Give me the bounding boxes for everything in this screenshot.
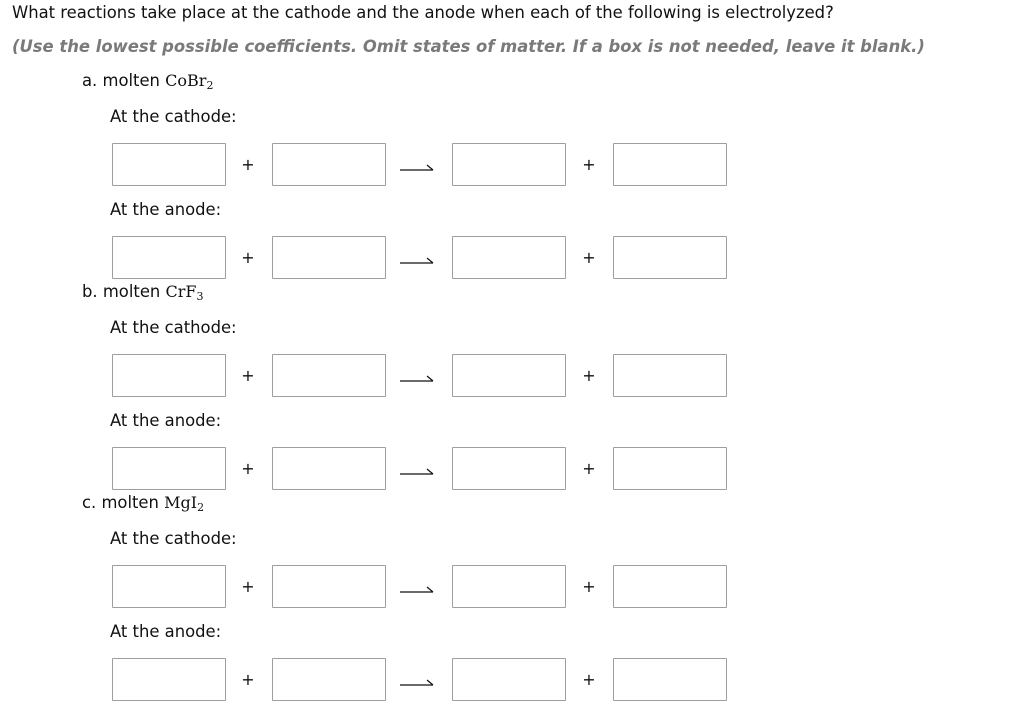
cathode-equation-box-4[interactable] <box>613 565 727 608</box>
cathode-equation-box-2[interactable] <box>272 354 386 397</box>
right-arrow-icon <box>399 463 435 477</box>
plus-sign: + <box>241 670 255 689</box>
cathode-equation-box-1[interactable] <box>112 565 226 608</box>
part-letter: a. <box>82 71 98 90</box>
plus-sign: + <box>241 459 255 478</box>
cathode-label: At the cathode: <box>110 318 237 337</box>
right-arrow-icon <box>399 252 435 266</box>
formula-subscript: 2 <box>206 79 214 92</box>
part-c-label <box>82 493 204 512</box>
part-prefix: molten <box>102 71 160 90</box>
cathode-equation-box-4[interactable] <box>613 143 727 186</box>
part-b-label <box>82 282 204 301</box>
plus-sign: + <box>582 155 596 174</box>
cathode-label: At the cathode: <box>110 107 237 126</box>
plus-sign: + <box>241 248 255 267</box>
formula-subscript: 3 <box>196 290 204 303</box>
cathode-equation-box-3[interactable] <box>452 565 566 608</box>
anode-label: At the anode: <box>110 200 222 219</box>
right-arrow-icon <box>399 370 435 384</box>
anode-equation-box-2[interactable] <box>272 236 386 279</box>
right-arrow-icon <box>399 674 435 688</box>
right-arrow-icon <box>399 581 435 595</box>
plus-sign: + <box>582 459 596 478</box>
cathode-equation-box-3[interactable] <box>452 143 566 186</box>
cathode-equation-box-2[interactable] <box>272 565 386 608</box>
anode-equation-box-1[interactable] <box>112 236 226 279</box>
anode-equation-box-1[interactable] <box>112 447 226 490</box>
anode-equation-box-3[interactable] <box>452 658 566 701</box>
plus-sign: + <box>582 577 596 596</box>
anode-label: At the anode: <box>110 622 222 641</box>
anode-equation-box-4[interactable] <box>613 658 727 701</box>
plus-sign: + <box>241 366 255 385</box>
anode-equation-box-2[interactable] <box>272 447 386 490</box>
anode-equation-box-1[interactable] <box>112 658 226 701</box>
anode-equation-box-4[interactable] <box>613 447 727 490</box>
cathode-label: At the cathode: <box>110 529 237 548</box>
plus-sign: + <box>241 577 255 596</box>
instructions-text: (Use the lowest possible coefficients. Omit states of matter. If a box is not needed, leave it blank.) <box>12 37 925 56</box>
plus-sign: + <box>582 248 596 267</box>
part-letter: b. <box>82 282 98 301</box>
formula-subscript: 2 <box>197 501 205 514</box>
part-a-label <box>82 71 213 90</box>
anode-label: At the anode: <box>110 411 222 430</box>
plus-sign: + <box>582 670 596 689</box>
anode-equation-box-3[interactable] <box>452 236 566 279</box>
chemical-formula <box>165 71 213 90</box>
part-prefix: molten <box>102 282 161 301</box>
anode-equation-box-3[interactable] <box>452 447 566 490</box>
question-text: What reactions take place at the cathode and the anode when each of the following is electrolyzed? <box>12 3 834 22</box>
anode-equation-box-2[interactable] <box>272 658 386 701</box>
cathode-equation-box-2[interactable] <box>272 143 386 186</box>
formula-main: CoBr <box>165 71 207 90</box>
cathode-equation-box-3[interactable] <box>452 354 566 397</box>
cathode-equation-box-1[interactable] <box>112 143 226 186</box>
cathode-equation-box-1[interactable] <box>112 354 226 397</box>
anode-equation-box-4[interactable] <box>613 236 727 279</box>
part-prefix: molten <box>101 493 159 512</box>
right-arrow-icon <box>399 159 435 173</box>
formula-main: CrF <box>165 282 197 301</box>
cathode-equation-box-4[interactable] <box>613 354 727 397</box>
chemical-formula <box>166 282 204 301</box>
formula-main: MgI <box>164 493 198 512</box>
part-letter: c. <box>82 493 97 512</box>
plus-sign: + <box>241 155 255 174</box>
plus-sign: + <box>582 366 596 385</box>
chemical-formula <box>164 493 204 512</box>
